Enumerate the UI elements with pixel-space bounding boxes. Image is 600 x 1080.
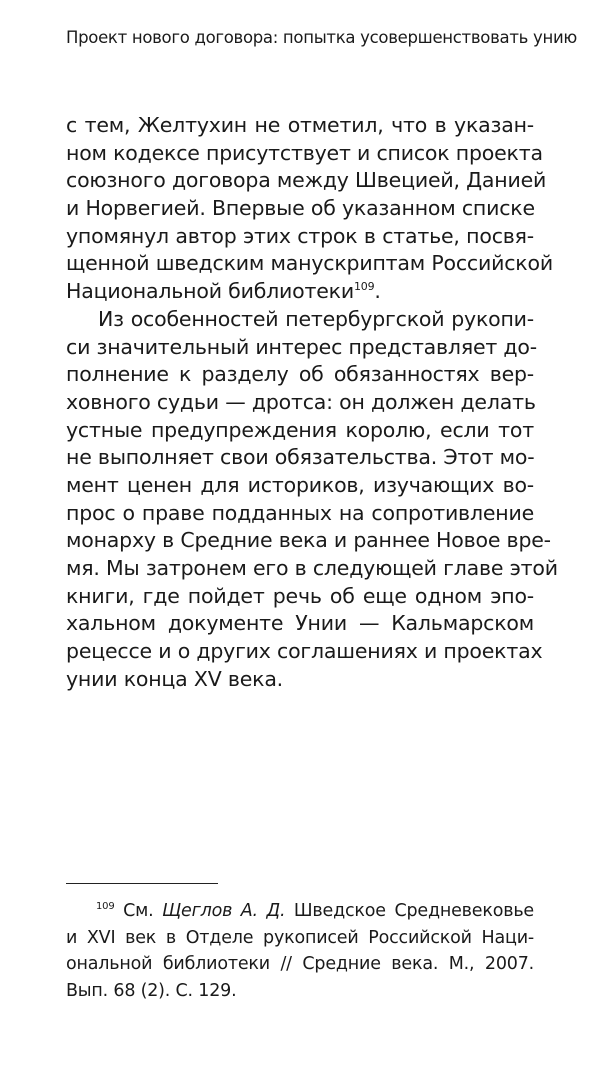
text-line: полнение к разделу об обязанностях вер-: [66, 362, 534, 387]
text-line: упомянул автор этих строк в статье, посвя-: [66, 223, 534, 248]
footnote: [66, 898, 534, 1004]
text-line: с тем, Желтухин не отметил, что в указан-: [66, 113, 534, 137]
text-line: щенной шведским манускриптам Российской: [66, 251, 553, 276]
text-span: Национальной библиотеки: [66, 279, 354, 304]
text-line: мя. Мы затронем его в следующей главе этой: [66, 556, 558, 580]
text-span: .: [374, 279, 381, 304]
text-line: Из особенностей петербургской рукопи-: [98, 306, 534, 331]
text-line: книги, где пойдет речь об еще одном эпо-: [66, 583, 534, 608]
running-header: Проект нового договора: попытка усовершенствовать унию: [66, 28, 577, 47]
text-line: ном кодексе присутствует и список проекта: [66, 140, 543, 165]
footnote-title: Шведское Средневековье: [293, 901, 534, 921]
footnote-line: [66, 898, 534, 925]
footnote-divider: [66, 883, 218, 884]
text-line: союзного договора между Швецией, Данией: [66, 168, 547, 193]
text-line: прос о праве подданных на сопротивление: [66, 500, 534, 525]
text-line: монарху в Средние века и раннее Новое вре-: [66, 528, 551, 553]
footnote-line: и XVI век в Отделе рукописей Российской Наци-: [66, 927, 534, 948]
text-line: си значительный интерес представляет до-: [66, 334, 537, 359]
main-text: [66, 112, 558, 693]
text-line: не выполняет свои обязательства. Этот мо-: [66, 445, 535, 470]
text-line: ховного судьи — дротса: он должен делать: [66, 389, 536, 414]
text-line: устные предупреждения королю, если тот: [66, 417, 534, 442]
paragraph-2: [66, 306, 558, 694]
text-line: рецессе и о других соглашениях и проектах: [66, 639, 543, 664]
footnote-prefix: См.: [123, 901, 154, 921]
text-line: [66, 278, 534, 306]
footnote-line: ональной библиотеки // Средние века. М., 2007.: [66, 954, 534, 974]
footnote-number: 109: [96, 901, 115, 913]
paragraph-1: [66, 112, 553, 306]
text-line: и Норвегией. Впервые об указанном списке: [66, 196, 535, 221]
footnote-ref[interactable]: 109: [353, 280, 375, 294]
text-line: мент ценен для историков, изучающих во-: [66, 472, 534, 497]
text-line: хальном документе Унии — Кальмарском: [66, 611, 534, 636]
footnote-line: Вып. 68 (2). С. 129.: [66, 980, 237, 1001]
footnote-author: Щеглов А. Д.: [162, 901, 286, 921]
text-line: унии конца XV века.: [66, 666, 283, 691]
